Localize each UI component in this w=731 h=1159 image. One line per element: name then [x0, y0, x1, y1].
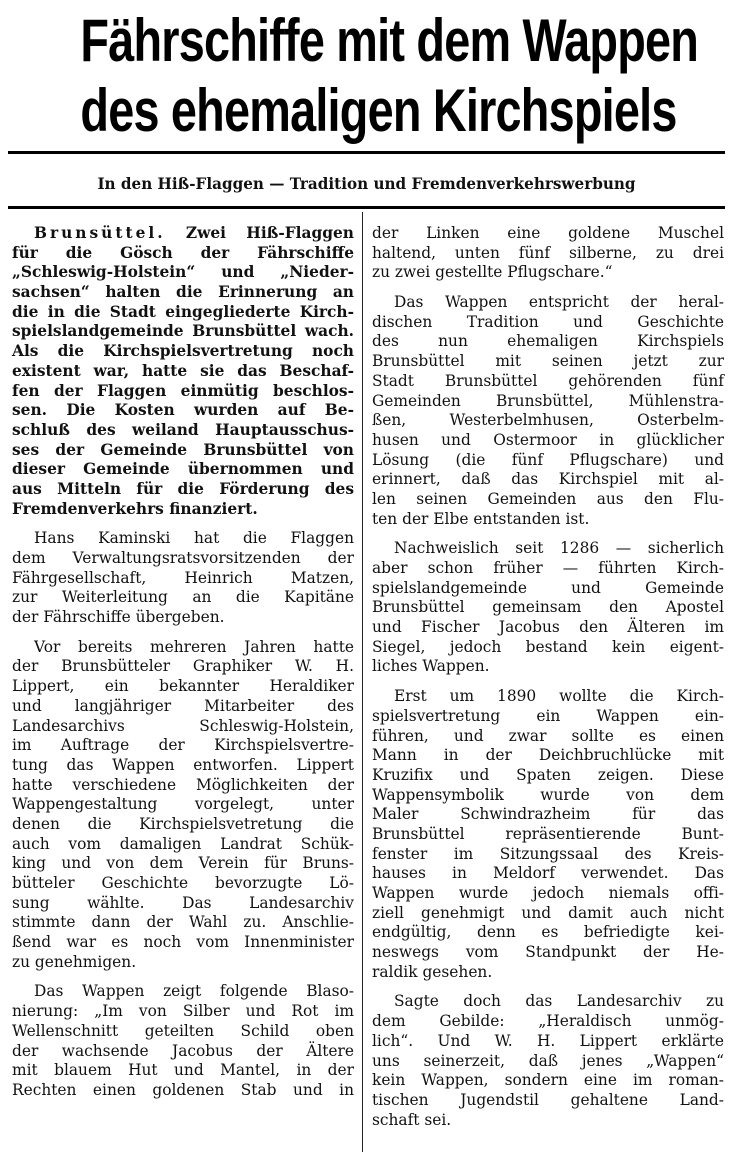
text-line: Vor bereits mehreren Jahren hatte: [34, 637, 354, 656]
text-line: „Schleswig-Holstein“ und „Nieder-: [12, 263, 354, 282]
article-paragraph: [12, 224, 354, 519]
text-line: Fremdenverkehrs finanziert.: [12, 499, 258, 518]
text-line: Fährgesellschaft, Heinrich Matzen,: [12, 568, 354, 587]
text-line: spielslandgemeinde und Gemeinde: [372, 578, 724, 597]
text-line: zu zwei gestellte Pflugschare.“: [372, 263, 613, 282]
text-line: len seinen Gemeinden aus den Flu-: [372, 489, 724, 508]
text-line: dem Gebilde: „Heraldisch unmög-: [372, 1012, 724, 1031]
text-line: dischen Tradition und Geschichte: [372, 312, 724, 331]
column-divider: [362, 212, 363, 1152]
text-line: für die Gösch der Fährschiffe: [12, 243, 354, 262]
text-line: fenster im Sitzungssaal des Kreis-: [372, 844, 724, 863]
dateline: Brunsüttel.: [34, 224, 166, 242]
text-line: Brunsbüttel gemeinsam den Apostel: [372, 598, 724, 617]
text-line: Brunsbüttel mit seinen jetzt zur: [372, 352, 724, 371]
text-line: endgültig, denn es befriedigte kei-: [372, 923, 724, 942]
text-line: Nachweislich seit 1286 — sicherlich: [394, 539, 724, 558]
article-paragraph: [372, 992, 724, 1130]
text-line: liches Wappen.: [372, 657, 490, 676]
text-line: ßend war es noch vom Innenminister: [12, 933, 354, 952]
article-paragraph: [12, 529, 354, 627]
text-line: schaft sei.: [372, 1110, 452, 1129]
text-line: king und von dem Verein für Bruns-: [12, 854, 354, 873]
text-line: erinnert, daß das Kirchspiel mit al-: [372, 470, 724, 489]
text-line: tung das Wappen entworfen. Lippert: [12, 755, 354, 774]
text-line: Das Wappen zeigt folgende Blaso-: [34, 982, 354, 1001]
text-line: Siegel, jedoch bestand kein eigent-: [372, 637, 724, 656]
text-line: mit blauem Hut und Mantel, in der: [12, 1061, 354, 1080]
text-line: Das Wappen entspricht der heral-: [394, 293, 724, 312]
text-line: haltend, unten fünf silberne, zu drei: [372, 243, 724, 262]
article-paragraph: [372, 224, 724, 283]
text-line: zur Weiterleitung an die Kapitäne: [12, 588, 354, 607]
text-line: aus Mitteln für die Förderung des: [12, 479, 354, 498]
text-line: Gemeinden Brunsbüttel, Mühlenstra-: [372, 391, 724, 410]
headline-rule: [8, 151, 725, 154]
text-line: Wappensymbolik wurde von dem: [372, 785, 724, 804]
text-line: zu genehmigen.: [12, 952, 137, 971]
text-line: neswegs vom Standpunkt der He-: [372, 943, 724, 962]
headline: [0, 6, 731, 146]
text-line: Erst um 1890 wollte die Kirch-: [394, 687, 724, 706]
text-line: schluß des weiland Hauptausschus-: [12, 420, 354, 439]
text-line: Wappen wurde jedoch niemals offi-: [372, 884, 724, 902]
text-line: Landesarchivs Schleswig-Holstein,: [12, 716, 354, 735]
text-line: stimmte dann der Wahl zu. Anschlie-: [12, 913, 354, 932]
text-line: Wellenschnitt geteilten Schild oben: [12, 1021, 354, 1040]
text-line: dem Verwaltungsratsvorsitzenden der: [12, 549, 354, 567]
text-line: hauses in Meldorf verwendet. Das: [372, 864, 724, 883]
text-line: Mann in der Deichbruchlücke mit: [372, 746, 724, 765]
text-line: der Fährschiffe übergeben.: [12, 608, 225, 627]
text-line: husen und Ostermoor in glücklicher: [372, 430, 724, 449]
text-line: hatte verschiedene Möglichkeiten der: [12, 775, 354, 794]
text-line: Als die Kirchspielsvertretung noch: [12, 342, 354, 361]
text-line: sachsen“ halten die Erinnerung an: [12, 283, 354, 302]
text-line: Brunsüttel. Zwei Hiß-Flaggen: [34, 224, 354, 242]
text-line: ziell genehmigt und damit auch nicht: [372, 903, 724, 922]
text-line: sen. Die Kosten wurden auf Be-: [12, 401, 354, 420]
text-line: tischen Jugendstil gehaltene Land-: [372, 1090, 724, 1109]
text-line: des nun ehemaligen Kirchspiels: [372, 332, 724, 351]
text-line: führen, und zwar sollte es einen: [372, 726, 724, 745]
text-line: fen der Flaggen einmütig beschlos-: [12, 381, 354, 400]
text-line: kein Wappen, sondern eine im roman-: [372, 1071, 724, 1090]
subheadline-rule: [8, 206, 725, 209]
text-line: raldik gesehen.: [372, 962, 493, 981]
text-line: existent war, hatte sie das Beschaf-: [12, 361, 354, 380]
text-line: Stadt Brunsbüttel gehörenden fünf: [372, 371, 724, 390]
article-column-right: [372, 224, 724, 1140]
text-line: ses der Gemeinde Brunsbüttel von: [12, 440, 354, 459]
text-line: Wappengestaltung vorgelegt, unter: [12, 795, 354, 814]
text-line: spielsvertretung ein Wappen ein-: [372, 706, 724, 725]
text-line: die in die Stadt eingegliederte Kirch-: [12, 302, 354, 321]
text-line: auch vom damaligen Landrat Schük-: [12, 834, 354, 853]
text-line: Hans Kaminski hat die Flaggen: [34, 529, 354, 548]
text-line: Maler Schwindrazheim für das: [372, 805, 724, 824]
text-line: denen die Kirchspielsvetretung die: [12, 814, 354, 833]
text-line: Brunsbüttel repräsentierende Bunt-: [372, 824, 724, 843]
text-line: aber schon früher — führten Kirch-: [372, 559, 724, 577]
text-line: und langjähriger Mitarbeiter des: [12, 696, 354, 715]
text-line: Lösung (die fünf Pflugschare) und: [372, 450, 724, 469]
headline-line-2: des ehemaligen Kirchspiels: [80, 77, 677, 144]
text-line: im Auftrage der Kirchspielsvertre-: [12, 736, 354, 755]
text-line: Sagte doch das Landesarchiv zu: [394, 992, 724, 1011]
text-line: bütteler Geschichte bevorzugte Lö-: [12, 874, 354, 892]
article-column-left: [12, 224, 354, 1111]
text-line: ßen, Westerbelmhusen, Osterbelm-: [372, 411, 724, 430]
text-line: uns seinerzeit, daß jenes „Wappen“: [372, 1051, 724, 1070]
text-line: spielslandgemeinde Brunsbüttel wach.: [12, 322, 354, 341]
text-line: der Brunsbütteler Graphiker W. H.: [12, 657, 354, 676]
text-line: Lippert, ein bekannter Heraldiker: [12, 677, 354, 696]
text-line: und Fischer Jacobus den Älteren im: [372, 618, 724, 637]
text-line: ten der Elbe entstanden ist.: [372, 509, 590, 528]
article-paragraph: [12, 638, 354, 973]
text-line: der Linken eine goldene Muschel: [372, 224, 724, 242]
article-paragraph: [372, 539, 724, 677]
text-line: Rechten einen goldenen Stab und in: [12, 1080, 354, 1099]
article-paragraph: [372, 293, 724, 529]
headline-line-1: Fährschiffe mit dem Wappen: [80, 7, 699, 74]
article-paragraph: [12, 982, 354, 1100]
text-line: dieser Gemeinde übernommen und: [12, 460, 354, 479]
text-line: Kruzifix und Spaten zeigen. Diese: [372, 765, 724, 784]
subheadline: In den Hiß-Flaggen — Tradition und Fremdenverkehrswerbung: [97, 174, 636, 193]
article-paragraph: [372, 687, 724, 982]
text-line: nierung: „Im von Silber und Rot im: [12, 1002, 354, 1021]
text-line: lich“. Und W. H. Lippert erklärte: [372, 1031, 724, 1050]
text-line: sung wählte. Das Landesarchiv: [12, 893, 354, 912]
text-line: der wachsende Jacobus der Ältere: [12, 1041, 354, 1060]
